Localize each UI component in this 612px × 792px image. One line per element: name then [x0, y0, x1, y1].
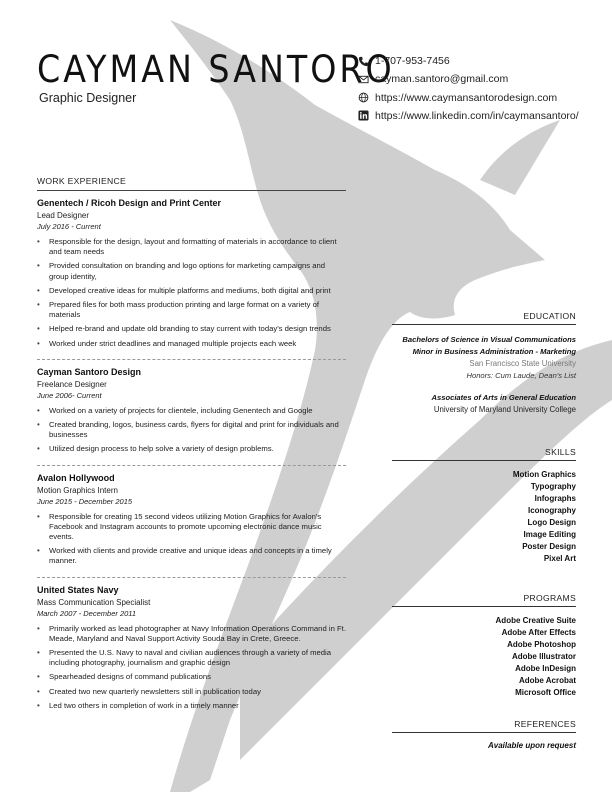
phone-text: 1-707-953-7456: [375, 55, 450, 67]
skills-section: [392, 447, 576, 565]
job-bullet: • Responsible for creating 15 second videos utilizing Motion Graphics for Avalon's Facebook and Instagram accounts to promote upcoming electronic dance music events.: [37, 512, 346, 543]
linkedin-icon: [358, 110, 369, 121]
job-bullets: [37, 512, 346, 567]
job-company: United States Navy: [37, 584, 119, 595]
job-bullet: • Worked with clients and provide creative and unique ideas and concepts in a timely manner.: [37, 546, 346, 566]
job-bullet: • Helped re-brand and update old branding to stay current with today's design trends: [37, 324, 346, 334]
job-bullet: • Created branding, logos, business cards, flyers for digital and print for individuals and businesses: [37, 420, 346, 440]
dragon-horn: [480, 120, 560, 195]
skill-item: Pixel Art: [543, 554, 576, 563]
skill-item: Infographs: [534, 494, 576, 503]
education-heading: EDUCATION: [392, 311, 576, 325]
job-dates: June 2006- Current: [37, 390, 102, 400]
work-experience-section: [37, 176, 346, 721]
contact-phone: [358, 52, 579, 70]
job-bullets: [37, 406, 346, 455]
references-section: [392, 719, 576, 750]
contact-linkedin: [358, 107, 579, 125]
job-bullet: • Prepared files for both mass production printing and large format on a variety of materials: [37, 300, 346, 320]
job-title: Graphic Designer: [39, 91, 137, 105]
skill-item: Motion Graphics: [512, 470, 576, 479]
programs-list: [392, 607, 576, 699]
job-bullet: • Responsible for the design, layout and formatting of materials in accordance to client and team needs: [37, 237, 346, 257]
program-item: Adobe Photoshop: [507, 640, 576, 649]
job-company: Genentech / Ricoh Design and Print Center: [37, 198, 222, 208]
job-dates: March 2007 - December 2011: [37, 608, 137, 618]
candidate-name: CAYMAN SANTORO: [37, 48, 395, 91]
skill-item: Logo Design: [527, 518, 576, 527]
job-dates: June 2015 - December 2015: [37, 496, 133, 506]
job-bullet: • Spearheaded designs of command publications: [37, 672, 346, 682]
skill-item: Typography: [530, 482, 576, 491]
job-bullet: • Presented the U.S. Navy to naval and civilian audiences through a variety of media including photography, journalism and graphic design: [37, 648, 346, 668]
degree-line: Associates of Arts in General Education: [431, 393, 576, 402]
education-section: [392, 311, 576, 416]
education-entry: [392, 325, 576, 382]
skills-heading: SKILLS: [392, 447, 576, 461]
degree-line: Bachelors of Science in Visual Communications: [402, 335, 576, 344]
job-role: Mass Communication Specialist: [37, 597, 151, 607]
job-dates: July 2016 - Current: [37, 222, 101, 231]
program-item: Adobe InDesign: [515, 664, 576, 673]
job-role: Freelance Designer: [37, 379, 107, 389]
contact-website: [358, 89, 579, 107]
email-text[interactable]: cayman.santoro@gmail.com: [375, 73, 509, 86]
job-bullet: • Primarily worked as lead photographer at Navy Information Operations Command in Ft. Meade, Maryland and Naval Support Activity Souda Bay in Crete, Greece.: [37, 624, 346, 644]
job-entry: [37, 577, 346, 721]
job-bullets: [37, 624, 346, 711]
job-company: Avalon Hollywood: [37, 472, 115, 483]
job-entry: [37, 191, 346, 359]
globe-icon: [358, 92, 369, 103]
programs-section: [392, 593, 576, 699]
job-entry: [37, 465, 346, 577]
skills-list: [392, 461, 576, 565]
skill-item: Image Editing: [523, 530, 576, 539]
job-bullet: • Worked on a variety of projects for clientele, including Genentech and Google: [37, 406, 346, 416]
job-bullet: • Created two new quarterly newsletters still in publication today: [37, 687, 346, 697]
contact-email: [358, 70, 579, 88]
skill-item: Poster Design: [522, 542, 576, 551]
job-entry: [37, 359, 346, 465]
program-item: Adobe After Effects: [501, 628, 576, 637]
work-experience-heading: WORK EXPERIENCE: [37, 176, 346, 191]
contact-block: [358, 52, 579, 125]
program-item: Adobe Creative Suite: [495, 616, 576, 625]
references-heading: REFERENCES: [392, 719, 576, 733]
job-company: Cayman Santoro Design: [37, 366, 142, 377]
program-item: Adobe Acrobat: [518, 676, 576, 685]
job-bullet: • Utilized design process to help solve a variety of design problems.: [37, 444, 346, 454]
degree-minor: Minor in Business Administration - Marketing: [412, 347, 576, 356]
program-item: Microsoft Office: [515, 688, 576, 697]
website-text[interactable]: https://www.caymansantorodesign.com: [375, 91, 558, 104]
programs-heading: PROGRAMS: [392, 593, 576, 607]
job-bullet: • Provided consultation on branding and logo options for marketing campaigns and group identity,: [37, 261, 346, 281]
school-name: San Francisco State University: [469, 359, 576, 368]
job-bullet: • Led two others in completion of work in a timely manner: [37, 701, 346, 711]
phone-icon: [358, 56, 369, 67]
job-bullet: • Worked under strict deadlines and managed multiple projects each week: [37, 339, 346, 349]
job-role: Lead Designer: [37, 211, 90, 220]
skill-item: Iconography: [527, 506, 576, 515]
job-bullets: [37, 237, 346, 349]
job-role: Motion Graphics Intern: [37, 485, 118, 495]
program-item: Adobe Illustrator: [511, 652, 576, 661]
education-entry: [392, 382, 576, 416]
envelope-icon: [358, 74, 369, 85]
linkedin-text[interactable]: https://www.linkedin.com/in/caymansantoro/: [375, 109, 579, 122]
job-bullet: • Developed creative ideas for multiple platforms and mediums, both digital and print: [37, 286, 346, 296]
school-name: University of Maryland University College: [433, 405, 576, 414]
honors: Honors: Cum Laude, Dean's List: [466, 371, 576, 380]
references-note: Available upon request: [487, 741, 576, 750]
